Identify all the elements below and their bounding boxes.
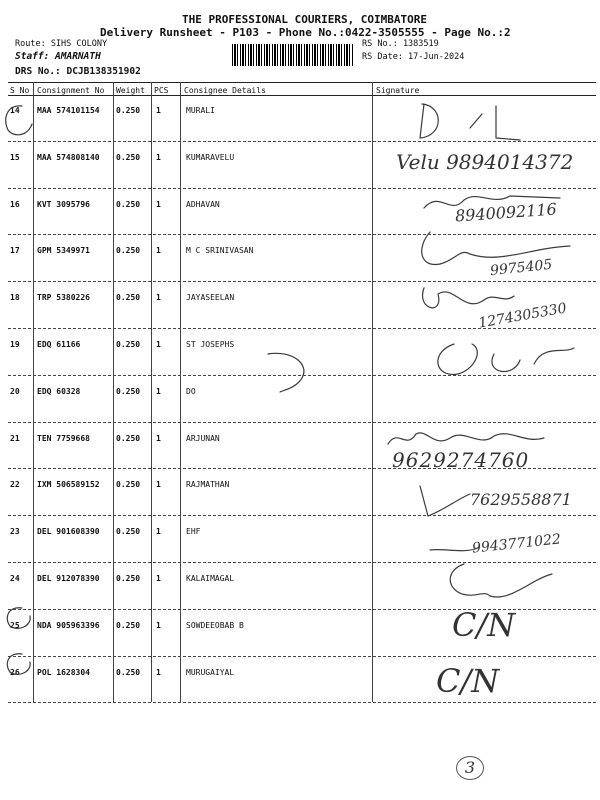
row-separator	[8, 281, 596, 282]
signature-row-19	[424, 334, 584, 388]
row-weight: 0.250	[116, 620, 141, 630]
row-sno: 23	[10, 527, 20, 537]
header-weight: Weight	[116, 86, 145, 95]
row-consignment-no: GPM 5349971	[37, 246, 90, 256]
row-pcs: 1	[156, 480, 161, 490]
row-consignment-no: DEL 912078390	[37, 574, 100, 583]
row-consignment-no: KVT 3095796	[37, 199, 90, 209]
row-pcs: 1	[156, 574, 161, 583]
row-separator	[8, 141, 596, 142]
row-consignee: MURUGAIYAL	[186, 667, 235, 677]
row-consignee: ST JOSEPHS	[186, 340, 235, 349]
signature-row-22	[414, 480, 474, 524]
row-pcs: 1	[156, 667, 161, 677]
pen-circle-mark	[0, 100, 40, 140]
signature-text-22: 7629558871	[470, 490, 572, 509]
signature-text-15: Velu 9894014372	[396, 150, 574, 174]
row-weight: 0.250	[116, 667, 141, 677]
row-consignee: EHF	[186, 527, 201, 537]
row-weight: 0.250	[116, 106, 141, 115]
row-separator	[8, 562, 596, 563]
row-consignee: JAYASEELAN	[186, 293, 235, 303]
row-consignment-no: POL 1628304	[37, 667, 90, 677]
row-consignment-no: MAA 574101154	[37, 106, 100, 115]
signature-text-23: 9943771022	[471, 531, 562, 557]
row-consignee: DO	[186, 386, 196, 396]
row-sno: 14	[10, 106, 20, 115]
row-consignee: MURALI	[186, 106, 215, 115]
row-weight: 0.250	[116, 152, 141, 162]
row-pcs: 1	[156, 246, 161, 256]
row-separator	[8, 422, 596, 423]
row-pcs: 1	[156, 199, 161, 209]
row-consignment-no: EDQ 60328	[37, 386, 81, 396]
row-sno: 19	[10, 340, 20, 349]
row-weight: 0.250	[116, 246, 141, 256]
signature-text-18: 1274305330	[477, 300, 568, 332]
row-consignee: M C SRINIVASAN	[186, 246, 254, 256]
row-consignee: ARJUNAN	[186, 433, 220, 443]
row-weight: 0.250	[116, 480, 141, 490]
row-consignee: SOWDEEOBAB B	[186, 620, 244, 630]
row-separator	[8, 375, 596, 376]
signature-text-25: C/N	[452, 606, 516, 644]
row-separator	[8, 702, 596, 703]
table-header-border	[8, 95, 596, 96]
row-pcs: 1	[156, 106, 161, 115]
row-sno: 24	[10, 574, 20, 583]
page-mark: 3	[456, 756, 484, 780]
header-consignment: Consignment No	[37, 86, 105, 95]
row-consignment-no: NDA 905963396	[37, 620, 100, 630]
row-weight: 0.250	[116, 574, 141, 583]
row-consignee: KALAIMAGAL	[186, 574, 235, 583]
row-sno: 15	[10, 152, 20, 162]
row-pcs: 1	[156, 152, 161, 162]
row-consignment-no: EDQ 61166	[37, 340, 81, 349]
row-consignment-no: DEL 901608390	[37, 527, 100, 537]
row-weight: 0.250	[116, 199, 141, 209]
header-signature: Signature	[376, 86, 420, 95]
row-weight: 0.250	[116, 527, 141, 537]
row-pcs: 1	[156, 340, 161, 349]
rs-number: RS No.: 1383519	[362, 39, 439, 49]
row-pcs: 1	[156, 386, 161, 396]
row-separator	[8, 188, 596, 189]
signature-text-17: 9975405	[489, 256, 554, 280]
row-sno: 20	[10, 386, 20, 396]
signature-text-26: C/N	[436, 662, 500, 700]
row-consignee: KUMARAVELU	[186, 152, 235, 162]
row-consignment-no: MAA 574808140	[37, 152, 100, 162]
row-separator	[8, 234, 596, 235]
row-pcs: 1	[156, 527, 161, 537]
row-separator	[8, 656, 596, 657]
row-consignment-no: IXM 506589152	[37, 480, 100, 490]
row-separator	[8, 328, 596, 329]
staff-label: Staff: AMARNATH	[15, 51, 101, 62]
company-title: THE PROFESSIONAL COURIERS, COIMBATORE	[182, 13, 428, 26]
row-consignee: ADHAVAN	[186, 199, 220, 209]
signature-text-21: 9629274760	[392, 448, 530, 472]
row-consignee: RAJMATHAN	[186, 480, 230, 490]
route-label: Route: SIHS COLONY	[15, 39, 108, 49]
rs-date: RS Date: 17-Jun-2024	[362, 52, 465, 62]
header-sno: S No	[10, 86, 30, 95]
barcode-icon	[232, 44, 354, 66]
row-sno: 17	[10, 246, 20, 256]
header-consignee: Consignee Details	[184, 86, 266, 95]
row-consignment-no: TEN 7759668	[37, 433, 90, 443]
row-sno: 16	[10, 199, 20, 209]
row-sno: 22	[10, 480, 20, 490]
table-top-border	[8, 82, 596, 83]
row-pcs: 1	[156, 620, 161, 630]
row-weight: 0.250	[116, 340, 141, 349]
runsheet-subtitle: Delivery Runsheet - P103 - Phone No.:0422-3505555 - Page No.:2	[100, 26, 511, 39]
row-sno: 18	[10, 293, 20, 303]
row-sno: 26	[10, 667, 20, 677]
row-pcs: 1	[156, 433, 161, 443]
row-weight: 0.250	[116, 386, 141, 396]
row-sno: 21	[10, 433, 20, 443]
row-weight: 0.250	[116, 433, 141, 443]
header-pcs: PCS	[154, 86, 169, 95]
signature-row-14	[410, 98, 530, 152]
row-sno: 25	[10, 620, 20, 630]
drs-number: DRS No.: DCJB138351902	[15, 66, 141, 77]
row-pcs: 1	[156, 293, 161, 303]
row-weight: 0.250	[116, 293, 141, 303]
row-separator	[8, 515, 596, 516]
signature-text-16: 8940092116	[454, 199, 558, 226]
row-consignment-no: TRP 5380226	[37, 293, 90, 303]
